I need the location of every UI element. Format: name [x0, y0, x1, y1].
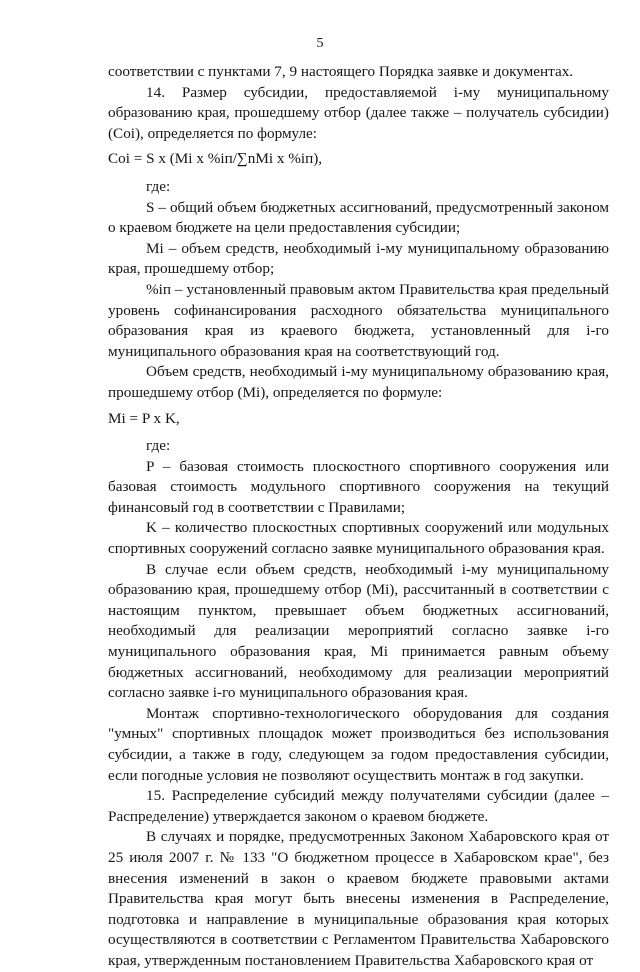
paragraph-def-mi: Mi – объем средств, необходимый i-му муниципальному образованию края, прошедшему отбор;: [108, 239, 609, 278]
paragraph-def-percent: %iп – установленный правовым актом Правительства края предельный уровень софинансирования расходного обязательства муниципального образования края из краевого бюджета, установленный для i-го муниципального образования края на соответствующий год.: [108, 280, 609, 360]
paragraph-item-14: 14. Размер субсидии, предоставляемой i-му муниципальному образованию края, прошедшему отбор (далее также – получатель субсидии) (Coi), определяется по формуле:: [108, 83, 609, 142]
paragraph-def-s: S – общий объем бюджетных ассигнований, предусмотренный законом о краевом бюджете на цели предоставления субсидии;: [108, 198, 609, 237]
paragraph-volume-intro: Объем средств, необходимый i-му муниципальному образованию края, прошедшему отбор (Mi), определяется по формуле:: [108, 363, 609, 401]
page-number: 5: [316, 36, 324, 51]
document-body: [108, 62, 609, 972]
formula-volume: Mi = P х K,: [108, 409, 180, 427]
paragraph-mounting: Монтаж спортивно-технологического оборудования для создания "умных" спортивных площадок может производиться без использования субсидии, а также в году, следующем за годом предоставления субсидии, если погодные условия не позволяют осуществить монтаж в год закупки.: [108, 704, 609, 784]
paragraph-def-p: P – базовая стоимость плоскостного спортивного сооружения или базовая стоимость модульного спортивного сооружения на текущий финансовый год в соответствии с Правилами;: [108, 457, 609, 516]
paragraph-def-k: K – количество плоскостных спортивных сооружений или модульных спортивных сооружений согласно заявке муниципального образования края.: [108, 519, 609, 558]
paragraph-where: где:: [146, 177, 171, 195]
paragraph-changes: В случаях и порядке, предусмотренных Законом Хабаровского края от 25 июля 2007 г. № 133 "О бюджетном процессе в Хабаровском крае", без внесения изменений в закон о краевом бюджете правовыми актами Правительства края могут быть внесены изменения в Распределение, подготовка и направление в муниципальные образования края которых осуществляются в соответствии с Регламентом Правительства Хабаровского края, утвержденным постановлением Правительства Хабаровского края от: [108, 828, 609, 969]
paragraph-where-2: где:: [146, 437, 171, 455]
formula-subsidy: Coi = S х (Mi х %iп/∑nMi х %iп),: [108, 150, 323, 168]
paragraph-continuation: соответствии с пунктами 7, 9 настоящего Порядка заявке и документах.: [108, 63, 574, 80]
paragraph-exceed-case: В случае если объем средств, необходимый i-му муниципальному образованию края, прошедшему отбор (Mi), рассчитанный в соответствии с настоящим пунктом, превышает объем бюджетных ассигнований, необходимый для реализации мероприятий согласно заявке i-го муниципального образования края, Mi принимается равным объему бюджетных ассигнований, необходимому для реализации мероприятий согласно заявке i-го муниципального образования края.: [108, 560, 609, 702]
paragraph-item-15: 15. Распределение субсидий между получателями субсидии (далее – Распределение) утверждается законом о краевом бюджете.: [108, 787, 609, 825]
